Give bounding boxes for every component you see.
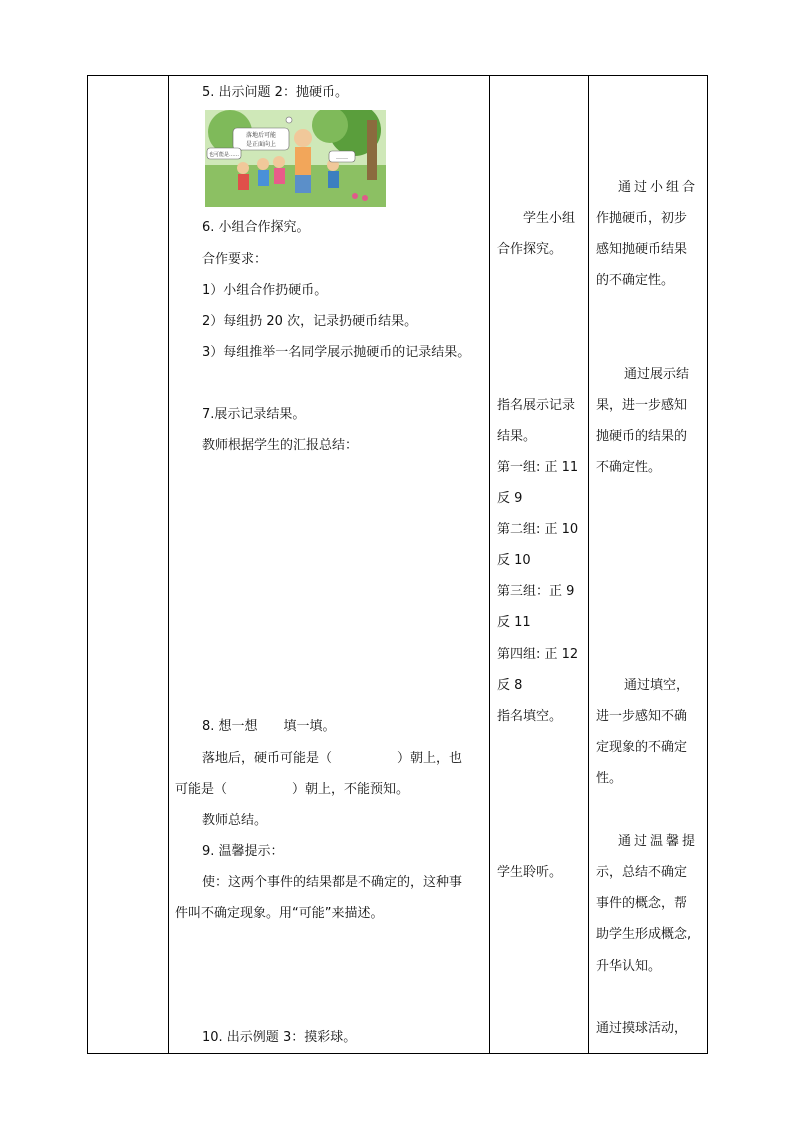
- column-divider-2: [489, 75, 490, 1054]
- intent-1-line-4: 的不确定性。: [596, 273, 675, 288]
- question-6: 6. 小组合作探究。: [202, 220, 310, 235]
- intent-1-line-1: 通过小组合: [618, 180, 699, 195]
- intent-4-line-2: 示，总结不确定: [596, 865, 688, 880]
- group-2-result-line-1: 第二组: 正 10: [497, 522, 579, 537]
- teacher-summary-intro: 教师根据学生的汇报总结：: [202, 438, 359, 453]
- group-1-result-line-1: 第一组: 正 11: [497, 460, 579, 475]
- table-bottom-border: [87, 1053, 708, 1054]
- intent-3-line-2: 进一步感知不确: [596, 709, 688, 724]
- student-activity-2-line-2: 结果。: [497, 429, 537, 444]
- intent-4-line-4: 助学生形成概念,: [596, 927, 692, 942]
- intent-2-line-3: 抛硬币的结果的: [596, 429, 688, 444]
- intent-2-line-2: 果，进一步感知: [596, 398, 688, 413]
- coin-toss-illustration: [205, 110, 386, 207]
- intent-3-line-1: 通过填空，: [624, 678, 690, 693]
- column-divider-3: [588, 75, 589, 1054]
- group-2-result-line-2: 反 10: [497, 553, 531, 568]
- illustration-bubble-center-line2: 是正面向上: [245, 141, 277, 148]
- illustration-bubble-right: ……: [336, 154, 348, 161]
- illustration-bubble-left: 也可能是……: [208, 152, 240, 158]
- intent-5-line-1: 通过摸球活动，: [596, 1021, 688, 1036]
- question-9: 9. 温馨提示：: [202, 844, 284, 859]
- question-5: 5. 出示问题 2：抛硬币。: [202, 85, 348, 100]
- group-4-result-line-2: 反 8: [497, 678, 523, 693]
- fill-blank-line-1: 落地后，硬币可能是（ ）朝上，也: [202, 751, 463, 766]
- table-top-border: [87, 75, 708, 76]
- teacher-summary: 教师总结。: [202, 813, 268, 828]
- question-8: 8. 想一想 填一填。: [202, 719, 336, 734]
- student-activity-3: 指名填空。: [497, 709, 563, 724]
- intent-2-line-1: 通过展示结: [624, 367, 690, 382]
- intent-4-line-5: 升华认知。: [596, 959, 662, 974]
- tip-line-2: 件叫不确定现象。用“可能”来描述。: [175, 906, 384, 921]
- group-1-result-line-2: 反 9: [497, 491, 523, 506]
- intent-3-line-4: 性。: [596, 771, 623, 786]
- student-activity-2-line-1: 指名展示记录: [497, 398, 576, 413]
- table-border-left: [87, 75, 88, 1054]
- requirements-title: 合作要求：: [202, 252, 268, 267]
- table-border-right: [707, 75, 708, 1054]
- student-activity-1-line-1: 学生小组: [523, 211, 576, 226]
- intent-1-line-2: 作抛硬币，初步: [596, 211, 688, 226]
- requirement-2: 2）每组扔 20 次，记录扔硬币结果。: [202, 314, 418, 329]
- group-3-result-line-1: 第三组：正 9: [497, 584, 575, 599]
- student-activity-4: 学生聆听。: [497, 865, 563, 880]
- intent-4-line-1: 通过温馨提: [618, 834, 699, 849]
- requirement-1: 1）小组合作扔硬币。: [202, 283, 328, 298]
- tip-line-1: 使：这两个事件的结果都是不确定的，这种事: [202, 875, 463, 890]
- intent-3-line-3: 定现象的不确定: [596, 740, 688, 755]
- intent-1-line-3: 感知抛硬币结果: [596, 242, 688, 257]
- group-3-result-line-2: 反 11: [497, 615, 531, 630]
- group-4-result-line-1: 第四组: 正 12: [497, 647, 579, 662]
- question-10: 10. 出示例题 3：摸彩球。: [202, 1030, 357, 1045]
- column-divider-1: [168, 75, 169, 1054]
- requirement-3: 3）每组推举一名同学展示抛硬币的记录结果。: [202, 345, 471, 360]
- intent-2-line-4: 不确定性。: [596, 460, 662, 475]
- illustration-bubble-center-line1: 落地后可能: [245, 132, 277, 139]
- student-activity-1-line-2: 合作探究。: [497, 242, 563, 257]
- fill-blank-line-2: 可能是（ ）朝上，不能预知。: [175, 782, 410, 797]
- intent-4-line-3: 事件的概念，帮: [596, 896, 688, 911]
- question-7: 7.展示记录结果。: [202, 407, 306, 422]
